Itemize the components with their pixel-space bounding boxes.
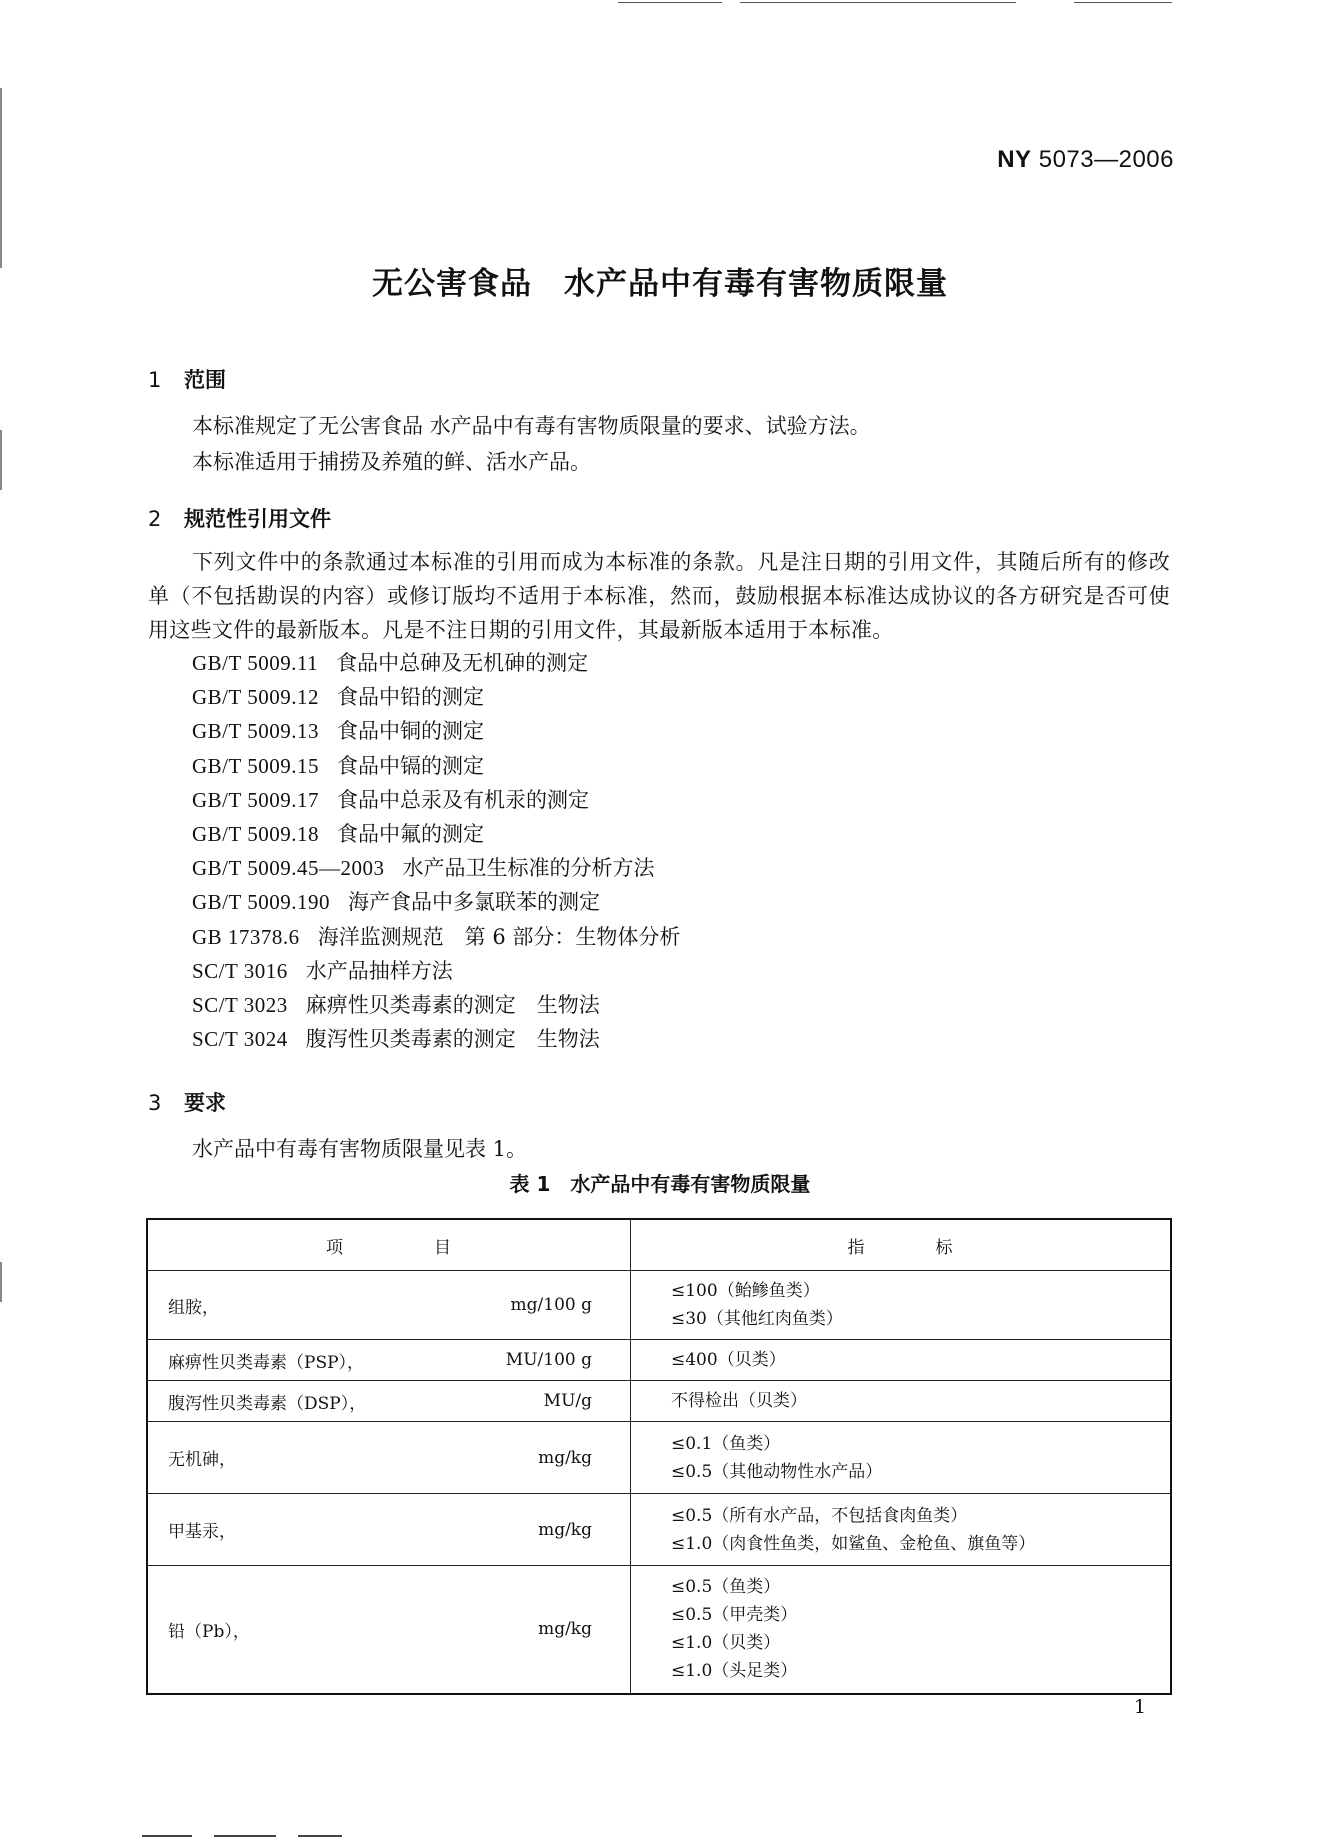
reference-code: GB/T 5009.13 [192, 719, 319, 744]
requirements-text: 水产品中有毒有害物质限量见表 1。 [192, 1137, 528, 1161]
section-number: 3 [148, 1091, 162, 1115]
value-cell [631, 1340, 1172, 1381]
value-cell [631, 1422, 1172, 1494]
header-text: 目 [434, 1237, 452, 1258]
header-text: 项 [326, 1237, 344, 1258]
reference-title: 食品中铅的测定 [336, 685, 484, 710]
scan-artifact [0, 430, 2, 490]
value-cell [631, 1566, 1172, 1694]
table-caption: 表 1 水产品中有毒有害物质限量 [509, 1172, 811, 1196]
item-cell [147, 1340, 631, 1381]
item-cell [147, 1566, 631, 1694]
table-header-row [147, 1219, 1171, 1271]
limit-value: 不得检出（贝类） [671, 1391, 807, 1411]
reference-code: GB/T 5009.11 [192, 651, 319, 675]
reference-title: 食品中总砷及无机砷的测定 [336, 651, 589, 675]
header-value [631, 1219, 1172, 1271]
section-heading-requirements [148, 1087, 226, 1117]
item-unit: mg/kg [538, 1447, 592, 1468]
scope-paragraph: 本标准适用于捕捞及养殖的鲜、活水产品。 [192, 450, 591, 474]
reference-item [192, 715, 680, 749]
value-cell [631, 1494, 1172, 1566]
limit-value: ≤400（贝类） [671, 1350, 786, 1370]
value-cell [631, 1381, 1172, 1422]
table-row [147, 1340, 1171, 1381]
page-number: 1 [1133, 1696, 1146, 1718]
limit-value: ≤0.5（甲壳类） [671, 1605, 798, 1626]
standard-prefix: NY [997, 146, 1032, 173]
section-title: 要求 [184, 1091, 226, 1115]
limit-value: ≤30（其他红肉鱼类） [671, 1309, 843, 1329]
table-row [147, 1494, 1171, 1566]
item-unit: mg/100 g [510, 1295, 592, 1315]
item-name: 铅（Pb）， [168, 1621, 250, 1642]
reference-item [192, 784, 680, 818]
item-cell [147, 1381, 631, 1422]
header-text: 标 [935, 1237, 954, 1258]
reference-title: 食品中镉的测定 [336, 753, 484, 778]
reference-item [192, 955, 680, 989]
reference-code: GB 17378.6 [192, 924, 300, 949]
reference-item [192, 681, 680, 715]
reference-item [192, 647, 680, 681]
limit-value: ≤1.0（贝类） [671, 1633, 781, 1654]
header-item [147, 1219, 631, 1271]
references-intro: 下列文件中的条款通过本标准的引用而成为本标准的条款。凡是注日期的引用文件，其随后所有的修改单（不包括勘误的内容）或修订版均不适用于本标准，然而，鼓励根据本标准达成协议的各方研究是否可使用这些文件的最新版本。凡是不注日期的引用文件，其最新版本适用于本标准。 [148, 550, 1170, 642]
reference-title: 海产食品中多氯联苯的测定 [347, 890, 600, 915]
section-title: 规范性引用文件 [184, 507, 331, 531]
reference-item [192, 886, 680, 920]
reference-item [192, 989, 680, 1023]
scan-artifact [142, 1835, 192, 1837]
value-cell [631, 1271, 1172, 1340]
limits-table [146, 1218, 1172, 1695]
item-name: 麻痹性贝类毒素（PSP）， [168, 1352, 365, 1373]
item-name: 组胺， [168, 1297, 219, 1318]
standard-code [997, 146, 1174, 174]
scope-paragraph: 本标准规定了无公害食品 水产品中有毒有害物质限量的要求、试验方法。 [192, 414, 871, 438]
item-name: 腹泻性贝类毒素（DSP）， [168, 1393, 367, 1414]
reference-code: SC/T 3016 [192, 958, 288, 983]
scan-artifact [740, 2, 1016, 3]
reference-title: 水产品抽样方法 [305, 958, 453, 983]
document-title: 无公害食品 水产品中有毒有害物质限量 [372, 266, 948, 302]
limit-value: ≤0.5（鱼类） [671, 1577, 781, 1598]
reference-title: 海洋监测规范 第 6 部分：生物体分析 [317, 924, 681, 949]
reference-title: 腹泻性贝类毒素的测定 生物法 [305, 1027, 600, 1052]
scan-artifact [0, 88, 2, 268]
scan-artifact [298, 1835, 342, 1837]
section-number: 2 [148, 507, 162, 531]
item-unit: MU/100 g [505, 1350, 592, 1370]
table-row [147, 1381, 1171, 1422]
reference-item [192, 852, 680, 886]
item-cell [147, 1271, 631, 1340]
reference-list [192, 647, 680, 1057]
limit-value: ≤0.5（其他动物性水产品） [671, 1461, 883, 1482]
item-unit: mg/kg [538, 1619, 592, 1640]
section-heading-references [148, 503, 331, 533]
section-number: 1 [148, 368, 162, 392]
scan-artifact [214, 1835, 276, 1837]
reference-item [192, 921, 680, 955]
item-cell [147, 1494, 631, 1566]
limit-value: ≤0.5（所有水产品，不包括食肉鱼类） [671, 1505, 968, 1526]
section-title: 范围 [184, 368, 226, 392]
section-heading-scope [148, 364, 226, 394]
reference-code: SC/T 3023 [192, 992, 288, 1017]
reference-code: GB/T 5009.190 [192, 890, 330, 915]
table-row [147, 1271, 1171, 1340]
limit-value: ≤100（鲐鲹鱼类） [671, 1281, 820, 1301]
item-cell [147, 1422, 631, 1494]
item-name: 甲基汞， [168, 1522, 236, 1542]
header-text: 指 [847, 1237, 866, 1258]
limit-value: ≤0.1（鱼类） [671, 1433, 781, 1454]
scan-artifact [618, 2, 722, 3]
reference-title: 食品中总汞及有机汞的测定 [336, 787, 589, 812]
reference-title: 食品中铜的测定 [336, 719, 484, 744]
reference-title: 麻痹性贝类毒素的测定 生物法 [305, 992, 600, 1017]
reference-code: GB/T 5009.15 [192, 753, 319, 778]
reference-code: GB/T 5009.45—2003 [192, 856, 385, 881]
limit-value: ≤1.0（头足类） [671, 1661, 798, 1682]
scan-artifact [1074, 2, 1172, 3]
reference-item [192, 1023, 680, 1057]
reference-code: GB/T 5009.17 [192, 787, 319, 812]
reference-item [192, 750, 680, 784]
item-unit: MU/g [543, 1391, 592, 1411]
table-row [147, 1566, 1171, 1694]
reference-item [192, 818, 680, 852]
reference-title: 食品中氟的测定 [336, 821, 484, 846]
reference-code: SC/T 3024 [192, 1027, 288, 1052]
table-row [147, 1422, 1171, 1494]
scan-artifact [0, 1262, 2, 1302]
item-name: 无机砷， [168, 1450, 236, 1470]
reference-code: GB/T 5009.18 [192, 821, 319, 846]
reference-code: GB/T 5009.12 [192, 685, 319, 710]
limit-value: ≤1.0（肉食性鱼类，如鲨鱼、金枪鱼、旗鱼等） [671, 1533, 1036, 1554]
standard-number: 5073—2006 [1038, 146, 1174, 173]
item-unit: mg/kg [538, 1519, 592, 1540]
reference-title: 水产品卫生标准的分析方法 [402, 856, 655, 881]
